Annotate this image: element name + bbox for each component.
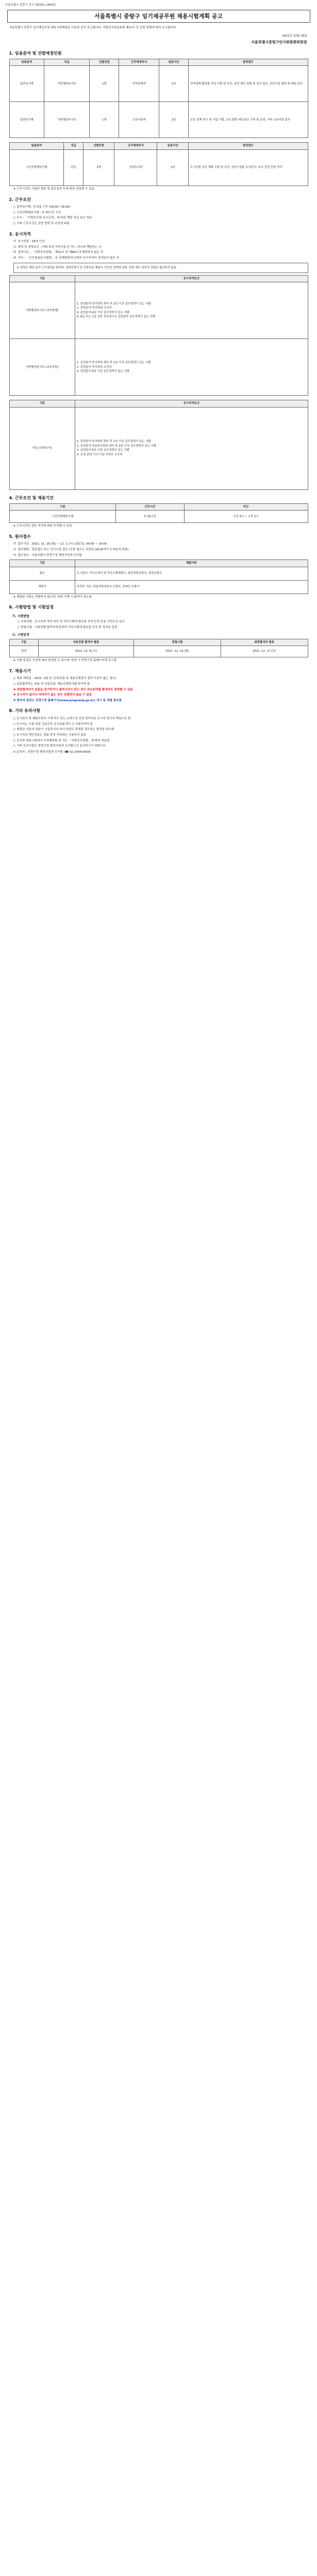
table-header: 근무시간 [116, 504, 184, 511]
table-cell: 응시원서, 자기소개서 및 직무수행계획서, 최종학력증명서, 경력증명서 [75, 567, 308, 580]
list-item: ○ 공무원 채용시험에서 부정행위를 한 자는 「지방공무원법」에 따라 처분함 [13, 739, 110, 742]
table-header: 임용분야 [9, 59, 44, 66]
table-cell: 지방행정주사보 (교육지원) [9, 339, 75, 396]
list-item: ○ 기타 근무조건은 관련 법령 및 규정에 따름 [13, 222, 70, 225]
table-cell: 1. 관련분야 학사학위 취득 후 2년 이상 실무경력이 있는 사람 2. 관련분야 석사학위 소지자 3. 관련분야 4년 이상 실무경력이 있는 사람 4. 6급 또는 7급 상당 공무원으로 관련분야 실무경력이 있는 사람 [75, 282, 308, 339]
list-item: 나. 접수방법 : 방문접수 또는 등기우편 접수 (우편 접수는 마감일 18:00까지 도착분에 한함) [13, 548, 129, 552]
table-header: 근무예정부서 [119, 59, 159, 66]
section-title: 3. 응시자격 [9, 231, 31, 236]
table-cell: 1명 [90, 66, 119, 102]
announcement-date: 2021년 11월 18일 [282, 35, 307, 38]
schedule-table [9, 639, 308, 657]
subsection-title: 가. 시험방법 [12, 614, 29, 618]
table-header: 직급 [64, 143, 84, 149]
section-notes [9, 708, 308, 754]
table-cell: 1. 관련분야 학사학위 취득 후 2년 이상 실무경력이 있는 사람 2. 관련분야 석사학위 소지자 3. 관련분야 4년 이상 실무경력이 있는 사람 [75, 339, 308, 396]
list-item: ○ 일반임기제 : 주 5일 근무 (09:00~18:00) [13, 205, 71, 209]
list-item: ○ 기타 문의사항은 중랑구청 행정지원과 인사팀으로 문의하시기 바랍니다. [13, 744, 107, 748]
table-cell: 2021. 12. 13.(월) [134, 646, 221, 657]
table-header: 임용기간 [159, 59, 189, 66]
eligibility-table-2 [9, 400, 308, 489]
list-item: 가. 응시연령 : 18세 이상 [13, 240, 45, 243]
table-cell: 마급 (공원녹지) [9, 407, 75, 489]
list-item: ○ 응시자의 개인정보는 채용 목적 이외에는 사용하지 않음 [13, 733, 87, 737]
list-item: ○ 보수 : 「지방공무원 보수규정」에 따른 해당 직급 보수 적용 [13, 216, 92, 220]
table-cell: 2021. 12. 8.(수) [38, 646, 134, 657]
table-header: 임용분야 [9, 143, 64, 149]
table-header: 서류전형 합격자 발표 [38, 639, 134, 646]
table-row [9, 102, 308, 138]
table-cell: 2년 [159, 66, 189, 102]
table-cell: 1명 [83, 149, 114, 185]
section-title: 5. 원서접수 [9, 534, 31, 539]
table-cell: 교육 정책 연구 및 사업 기획, 교육 협력 네트워크 구축 및 운영, 기타 교육지원 업무 [188, 102, 308, 138]
list-item: 다. 결격사유 : 「지방공무원법」 제31조 및 제66조에 해당하지 않는 자 [13, 251, 104, 255]
table-header: 구분 [9, 639, 38, 646]
table-cell: 교육지원과 [119, 102, 159, 138]
table-cell: 마급 [64, 149, 84, 185]
table-cell: 공원녹지과 [114, 149, 157, 185]
documents-table [9, 560, 308, 594]
table-header: 담당업무 [188, 143, 308, 149]
list-item: ○ 시간선택제임기제 : 주 35시간 근무 [13, 211, 61, 214]
announcement-number: 서울특별시 중랑구 공고 제2021-1403호 [5, 4, 56, 7]
table-row [9, 580, 308, 594]
warning-line: ※ 응시자가 없거나 적격자가 없는 경우 선발하지 않을 수 있음 [13, 693, 92, 697]
table-header: 응시자격요건 [75, 275, 308, 282]
section-note: ※ 근무기간은 시험의 결과 및 업무실적 등에 따라 연장될 수 있음 [13, 187, 95, 191]
table-row [9, 282, 308, 339]
table-cell: 필수 [9, 567, 75, 580]
table-row [9, 511, 308, 523]
section-title: 4. 근무조건 및 채용기간 [9, 495, 54, 500]
list-item: ○ 최종합격자는 임용 전 신원조회, 채용신체검사를 받아야 함 [13, 682, 90, 686]
list-item: ○ 응시원서 및 제출서류의 기재 착오 또는 누락으로 인한 불이익은 응시자 본인의 책임으로 함 [13, 717, 131, 720]
section-eligibility [9, 231, 308, 490]
contact-info: ※ 문의처 : 중랑구청 행정지원과 인사팀 (☎ 02-2094-0000) [13, 750, 91, 754]
list-item: ○ 면접시험 : 서류전형 합격자에 한하여 직무수행에 필요한 능력 및 적격성 검정 [17, 625, 118, 629]
highlight-line: ※ 합격자 발표는 중랑구청 홈페이지(www.jungnang.go.kr) 게시 및 개별 통보함 [13, 699, 122, 702]
table-cell: 일반임기제 [9, 102, 44, 138]
table-header: 구분 [9, 400, 75, 407]
table-row [9, 149, 308, 185]
table-row [9, 339, 308, 396]
section-title: 1. 임용분야 및 선발예정인원 [9, 50, 62, 56]
table-cell: 1명 [90, 102, 119, 138]
announcement-page [4, 0, 313, 761]
table-cell: 도시공원 조성 계획 수립 및 추진, 공원시설물 유지관리, 녹지 관련 민원 처리 [188, 149, 308, 185]
table-cell: 일반임기제 [9, 66, 44, 102]
lead-paragraph: 서울특별시 중랑구 임기제공무원 채용시험계획을 다음과 같이 공고합니다. 지방공무원임용령 제17조 등 관련 법령에 따라 공고합니다. [9, 26, 177, 29]
section-conditions-period [9, 495, 308, 529]
section-note: ※ 제출된 서류는 반환하지 않으며, 허위 기재 시 합격이 취소됨 [13, 595, 92, 599]
table-cell: 지방행정주사보 (지역경제) [9, 282, 75, 339]
table-header: 비고 [184, 504, 308, 511]
table-header: 선발인원 [83, 143, 114, 149]
table-cell: 지방행정주사보 [44, 66, 90, 102]
section-working-conditions [9, 197, 308, 226]
table-cell: 시간선택제임기제 [9, 149, 64, 185]
table-cell: 오전 9시 ~ 오후 5시 [184, 511, 308, 523]
table-cell: 해당자 [9, 580, 75, 594]
table-header: 최종합격자 발표 [221, 639, 308, 646]
table-cell: 2년 [157, 149, 188, 185]
list-item: 라. 기타 : 「공무원임용시험령」 등 관계법령에 의하여 응시자격이 정지되지 않은 자 [13, 256, 120, 260]
table-cell: 지역경제 활성화 사업 기획 및 추진, 관련 예산 집행 및 정산 업무, 유관기관 협력 및 대외 업무 [188, 66, 308, 102]
warning-line: ※ 최종합격자가 임용을 포기하거나 결격사유가 있는 경우 차순위자를 합격자로 결정할 수 있음 [13, 688, 133, 691]
list-item: 가. 접수기간 : 2021. 11. 29.(월) ~ 12. 1.(수) [3일간], 09:00 ~ 18:00 [13, 543, 107, 546]
table-header: 근무예정부서 [114, 143, 157, 149]
eligibility-table-1 [9, 275, 308, 396]
section-note: ※ 시험 일정은 사정에 따라 변경될 수 있으며, 변경 시 중랑구청 홈페이지에 공고함 [13, 659, 117, 663]
list-item: ○ 서류전형 : 응시자격 적격 여부 및 직무수행에 필요한 자격·능력 등을 서면으로 심사 [17, 620, 125, 624]
table-cell: 지방행정주사보 [44, 102, 90, 138]
table-cell: 지역경제과 [119, 66, 159, 102]
table-header: 선발인원 [90, 59, 119, 66]
table-header: 임용기간 [157, 143, 188, 149]
table-cell: 일정 [9, 646, 38, 657]
table-cell: 시간선택제임기제 [9, 511, 116, 523]
list-item: 나. 학력 및 경력요건 : 아래 표의 자격기준 중 어느 하나에 해당하는 자 [13, 245, 102, 249]
section-exam [9, 604, 308, 663]
table-header: 면접시험 [134, 639, 221, 646]
table-cell: 2년 [159, 102, 189, 138]
section-title: 6. 시험방법 및 시험일정 [9, 605, 54, 610]
table-row [9, 567, 308, 580]
table-row [9, 646, 308, 657]
list-item: ○ 제출된 서류의 내용이 사실과 다르거나 허위로 판명된 경우에는 합격을 취소함 [13, 728, 114, 732]
table-cell: 2021. 12. 17.(금) [221, 646, 308, 657]
list-item: ○ 채용 예정일 : 2022. 1월 중 (신원조회 및 채용신체검사 결과 이상이 없는 경우) [13, 677, 116, 681]
positions-table-1 [9, 59, 308, 138]
table-header: 구분 [9, 275, 75, 282]
eligibility-note-box: ※ 경력은 해당 분야 근무경력을 말하며, 경력증명서 등 증빙자료 제출이 가능한 경력에 한함. 학위 취득 전후의 경력은 합산하지 않음. [13, 263, 308, 273]
table-header: 구분 [9, 504, 116, 511]
section-note: ※ 근무시간은 업무 여건에 따라 조정될 수 있음 [13, 524, 72, 528]
section-title: 2. 근무조건 [9, 197, 31, 202]
table-row [9, 66, 308, 102]
section-application [9, 534, 308, 599]
positions-table-2 [9, 142, 308, 185]
section-title: 8. 기타 유의사항 [9, 708, 41, 714]
table-header: 제출서류 [75, 560, 308, 567]
table-cell: 주 35시간 [116, 511, 184, 523]
table-header: 담당업무 [188, 59, 308, 66]
page-title: 서울특별시 중랑구 임기제공무원 채용시험계획 공고 [7, 10, 310, 23]
subsection-title: 나. 시험일정 [12, 633, 29, 637]
section-appointment [9, 668, 308, 703]
conditions-table [9, 503, 308, 523]
table-header: 구분 [9, 560, 75, 567]
list-item: 다. 접수장소 : 서울특별시 중랑구청 행정지원과 인사팀 [13, 553, 82, 557]
table-header: 응시자격요건 [75, 400, 308, 407]
list-item: ○ 응시자는 시험 당일 신분증과 응시표를 반드시 지참하여야 함 [13, 722, 93, 726]
section-positions [9, 50, 308, 192]
issuing-organization: 서울특별시중랑구인사위원회위원장 [251, 40, 307, 44]
table-row [9, 407, 308, 489]
table-header: 직급 [44, 59, 90, 66]
section-title: 7. 채용시기 [9, 668, 31, 673]
table-cell: 자격증 사본, 취업지원대상자 증명서, 장애인 증명서 [75, 580, 308, 594]
table-cell: 1. 관련분야 학사학위 취득 후 1년 이상 실무경력이 있는 사람 2. 관련분야 전문학사학위 취득 후 3년 이상 실무경력이 있는 사람 3. 관련분야 5년 이상 실무경력이 있는 사람 4. 조경 관련 기사 이상 자격증 소지자 [75, 407, 308, 489]
